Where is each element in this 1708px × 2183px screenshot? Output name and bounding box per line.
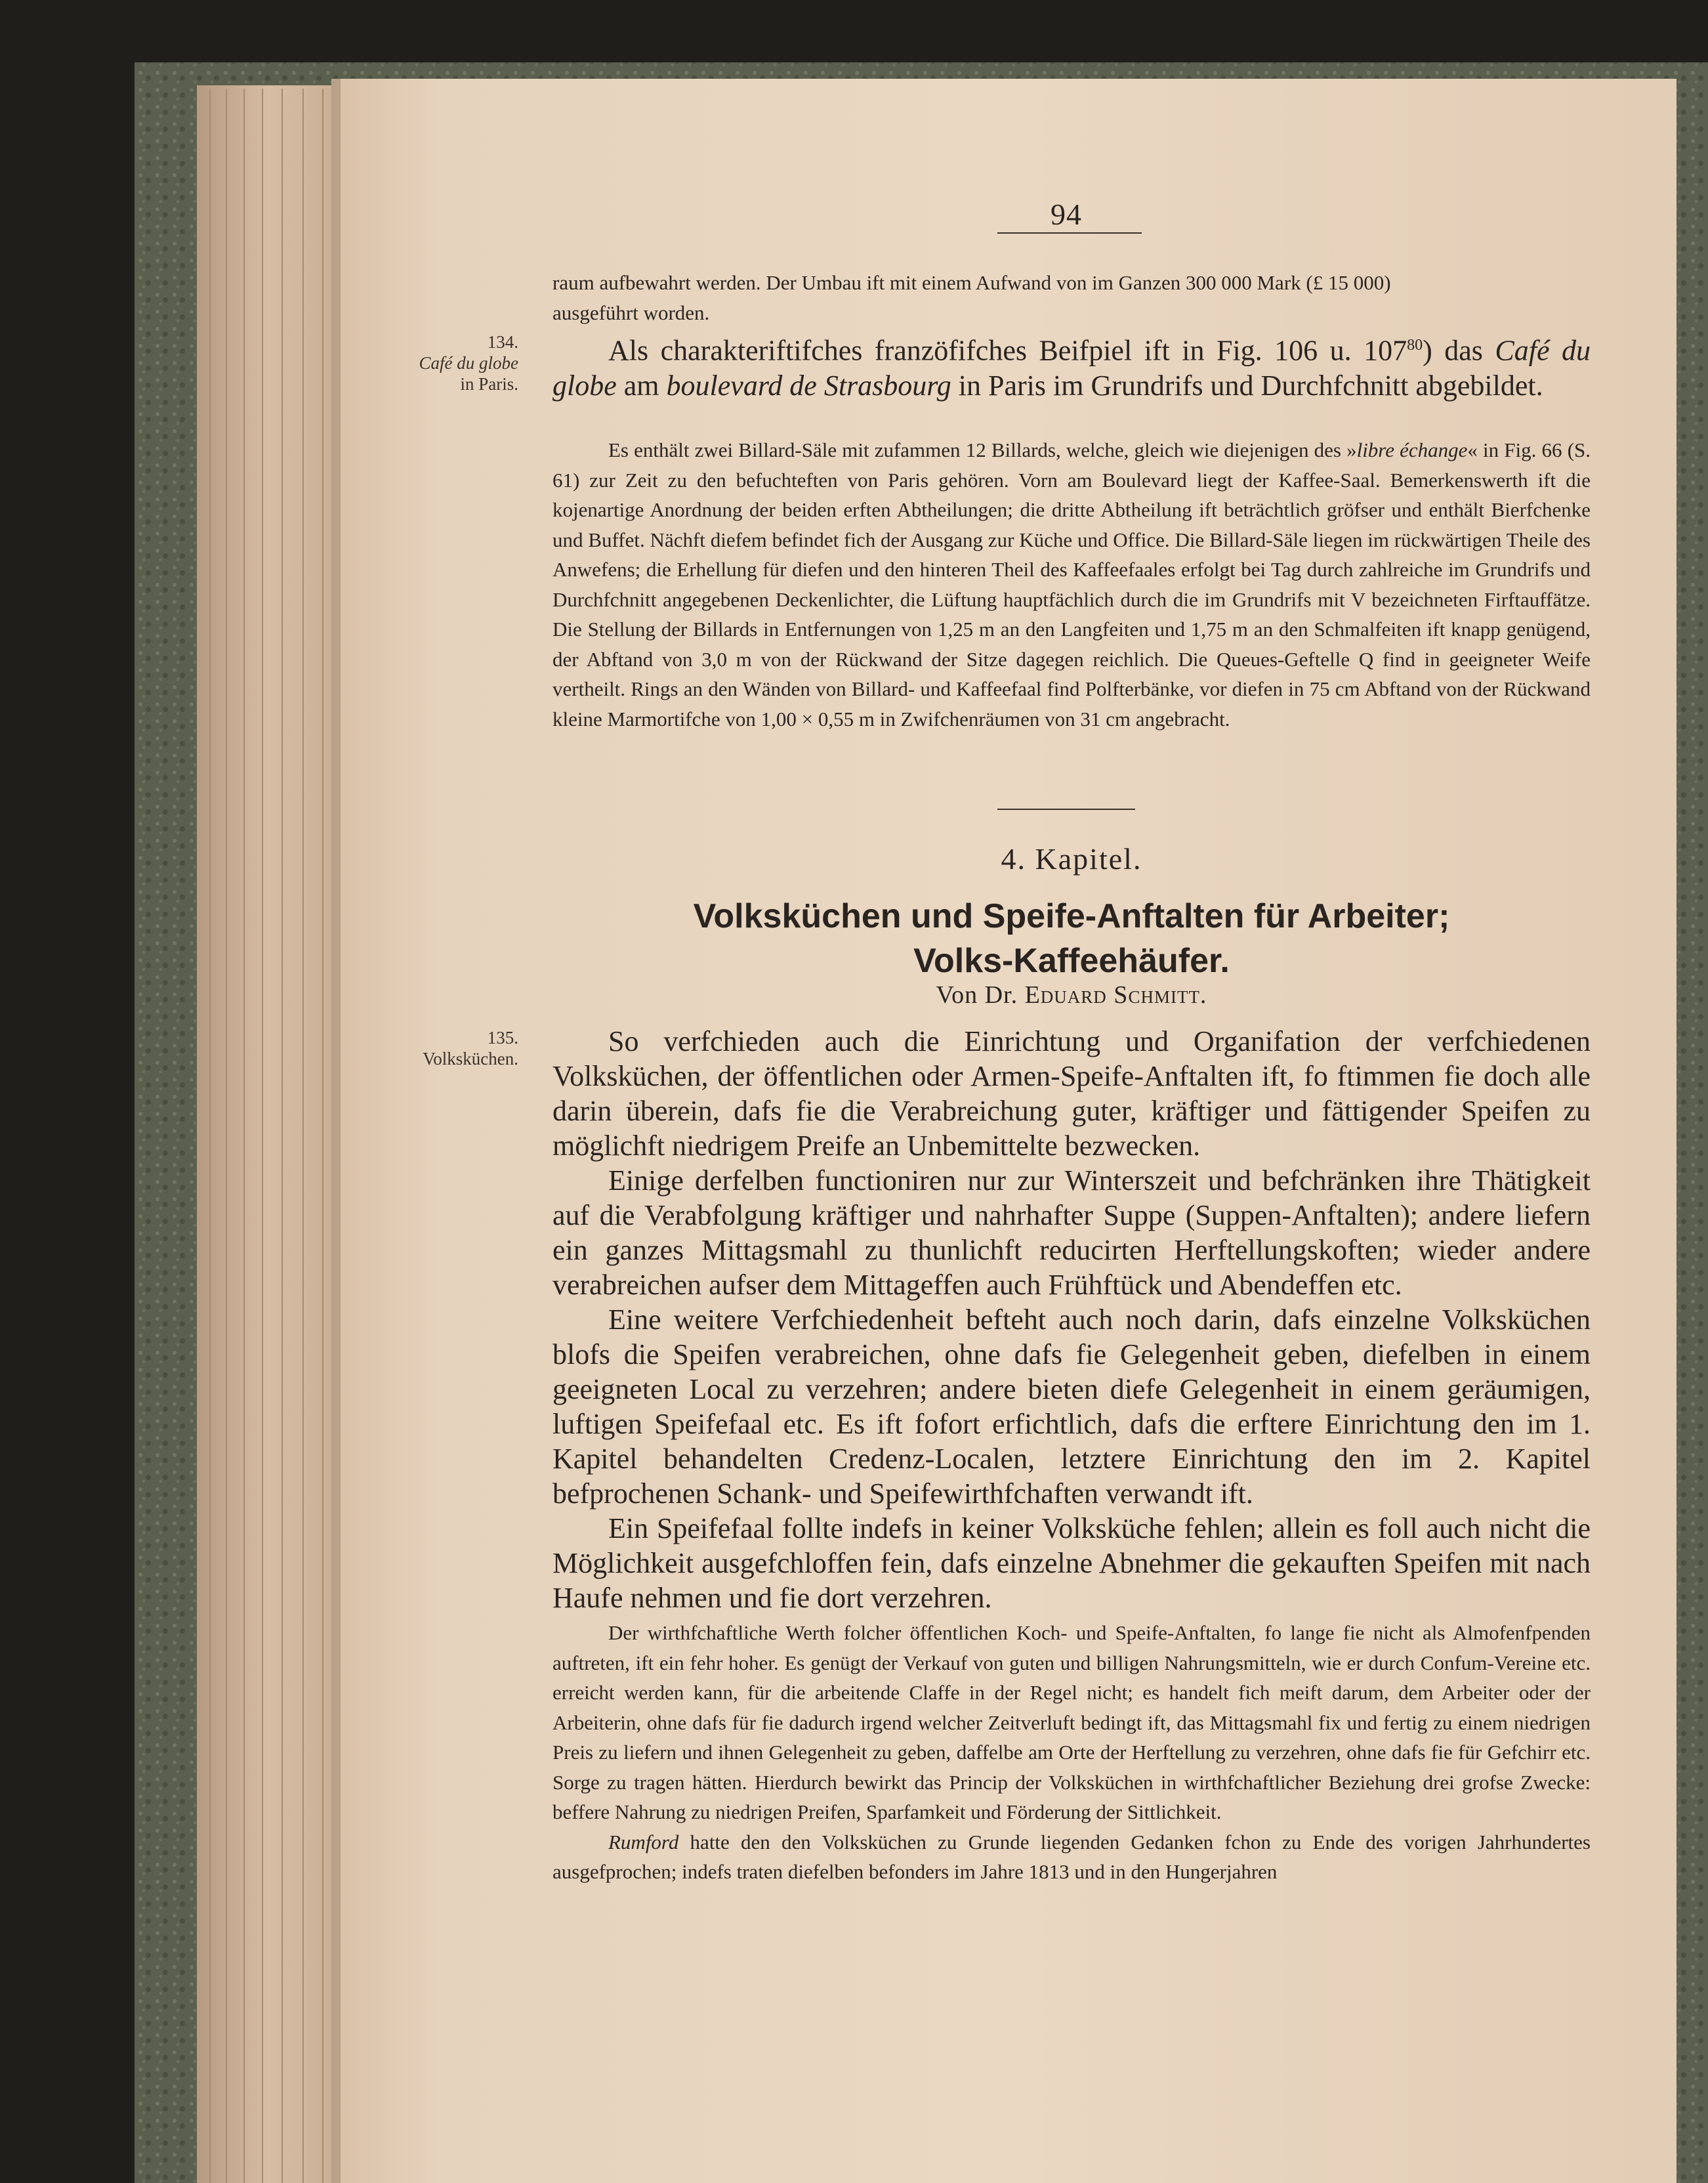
margin-note-title: Volksküchen.	[423, 1049, 518, 1069]
lead-boulevard-name: boulevard de Strasbourg	[666, 369, 951, 402]
paragraph-4: Ein Speifefaal follte indefs in keiner Volksküche fehlen; allein es foll auch nicht die Möglichkeit ausgefchloffen fein, dafs einzelne Abnehmer die gekauften Speifen mit nach Haufe nehmen und fie dort verzehren.	[552, 1512, 1591, 1614]
lead-text-pre: Als charakteriftifches franzöfifches Beifpiel ift in Fig. 106 u. 107	[608, 334, 1407, 367]
chapter-title-line-2: Volks-Kaffeehäufer.	[913, 942, 1230, 980]
lead-text-post: in Paris im Grundrifs und Durchfchnitt abgebildet.	[951, 369, 1543, 402]
paragraph-5: Der wirthfchaftliche Werth folcher öffentlichen Koch- und Speife-Anftalten, fo lange fie nicht als Almofenfpenden auftreten, ift ein fehr hoher. Es genügt der Verkauf von guten und billigen Nahrungsmitteln, wie er durch Confum-Vereine etc. erreicht werden kann, für die arbeitende Claffe in der Regel nicht; es handelt fich meift darum, dem Arbeiter oder der Arbeiterin, ohne dafs für fie dadurch irgend welcher Zeitverluft bedingt ift, das Mittagsmahl fix und fertig zu einem niedrigen Preis zu liefern und ihnen Gelegenheit zu geben, daffelbe am Orte der Herftellung zu verzehren, ohne dafs fie für Gefchirr etc. Sorge zu tragen hätten. Hierdurch bewirkt das Princip der Volksküchen in wirthfchaftlicher Beziehung drei grofse Zwecke: beffere Nahrung zu niedrigen Preifen, Sparfamkeit und Förderung der Sittlichkeit.	[552, 1621, 1591, 1823]
continuation-line-1: raum aufbewahrt werden. Der Umbau ift mit einem Aufwand von im Ganzen 300 000 Mark (£ 15 000)	[552, 271, 1391, 294]
paragraph-2: Einige derfelben functioniren nur zur Winterszeit und befchränken ihre Thätigkeit auf die Verabfolgung kräftiger und nahrhafter Suppe (Suppen-Anftalten); andere liefern ein ganzes Mittagsmahl zu thunlichft reducirten Herftellungskoften; wieder andere verabreichen aufser dem Mittageffen auch Frühftück und Abendeffen etc.	[552, 1164, 1591, 1301]
page-number: 94	[1051, 198, 1082, 231]
margin-note-title: Café du globe	[419, 353, 518, 373]
lead-cafe-name: Café du globe	[552, 334, 1591, 402]
margin-note-place: in Paris.	[460, 374, 518, 394]
section-134-detail	[552, 435, 1591, 734]
author-prefix: Von Dr.	[936, 981, 1018, 1009]
section-134-lead	[552, 328, 1591, 403]
paragraph-3: Eine weitere Verfchiedenheit befteht auch noch darin, dafs einzelne Volksküchen blofs die Speifen verabreichen, ohne dafs fie Gelegenheit geben, diefelben in einem geeigneten Local zu verzehren; andere bieten diefe Gelegenheit in einem geräumigen, luftigen Speifefaal etc. Es ift fofort erfichtlich, dafs die erftere Einrichtung den im 1. Kapitel behandelten Credenz-Localen, letztere Einrichtung den im 2. Kapitel befprochenen Schank- und Speifewirthfchaften verwandt ift.	[552, 1303, 1591, 1510]
margin-note-134	[394, 331, 518, 394]
lead-text-mid: ) das	[1423, 334, 1495, 367]
section-135-small	[552, 1618, 1591, 1887]
detail-text-post: « in Fig. 66 (S. 61) zur Zeit zu den befuchteften von Paris gehören. Vorn am Boulevard liegt der Kaffee-Saal. Bemerkenswerth ift die kojenartige Anordnung der beiden erften Abtheilungen; die dritte Abtheilung ift beträchtlich gröfser und enthält Bierfchenke und Buffet. Nächft diefem befindet fich der Ausgang zur Küche und Office. Die Billard-Säle liegen im rückwärtigen Theile des Anwefens; die Erhellung für diefen und den hinteren Theil des Kaffeefaales erfolgt bei Tag durch zahlreiche im Grundrifs und Durchfchnitt angegebenen Deckenlichter, die Lüftung hauptfächlich durch die im Grundrifs mit V bezeichneten Firftauffätze. Die Stellung der Billards in Entfernungen von 1,25 m an den Langfeiten und 1,75 m an den Schmalfeiten ift knapp genügend, der Abftand von 3,0 m von der Rückwand der Sitze dagegen reichlich. Die Queues-Geftelle Q find in geeigneter Weife vertheilt. Rings an den Wänden von Billard- und Kaffeefaal find Polfterbänke, vor diefen in 75 cm Abftand von der Rückwand kleine Marmortifche von 1,00 × 0,55 m in Zwifchenräumen von 31 cm angebracht.	[552, 438, 1591, 731]
chapter-title-line-1: Volksküchen und Speife-Anftalten für Arbeiter;	[693, 897, 1450, 935]
author-name: Eduard Schmitt.	[1024, 981, 1207, 1009]
section-divider-rule	[997, 809, 1135, 810]
paragraph-6-text: hatte den den Volksküchen zu Grunde liegenden Gedanken fchon zu Ende des vorigen Jahrhundertes ausgefprochen; indefs traten diefelben befonders im Jahre 1813 und in den Hungerjahren	[552, 1830, 1591, 1883]
detail-libre-echange: libre échange	[1356, 438, 1468, 461]
detail-text-pre: Es enthält zwei Billard-Säle mit zufammen 12 Billards, welche, gleich wie diejenigen des »	[608, 438, 1357, 461]
margin-note-number: 135.	[487, 1028, 518, 1048]
paragraph-1: So verfchieden auch die Einrichtung und Organifation der verfchiedenen Volksküchen, der öffentlichen oder Armen-Speife-Anftalten ift, fo ftimmen fie doch alle darin überein, dafs fie die Verabreichung guter, kräftiger und fättigender Speifen zu möglichft niedrigem Preife an Unbemittelte bezwecken.	[552, 1025, 1591, 1162]
lead-text-am: am	[616, 369, 667, 402]
continuation-text	[552, 268, 1591, 328]
continuation-line-2: ausgeführt worden.	[552, 301, 710, 324]
margin-note-number: 134.	[487, 332, 518, 352]
chapter-number: 4. Kapitel.	[1001, 842, 1142, 876]
footnote-ref: 80	[1407, 337, 1423, 354]
page-number-rule	[997, 232, 1142, 234]
margin-note-135	[394, 1027, 518, 1069]
chapter-author	[552, 981, 1591, 1009]
section-135-body	[552, 1024, 1591, 1615]
rumford-name: Rumford	[608, 1830, 679, 1854]
